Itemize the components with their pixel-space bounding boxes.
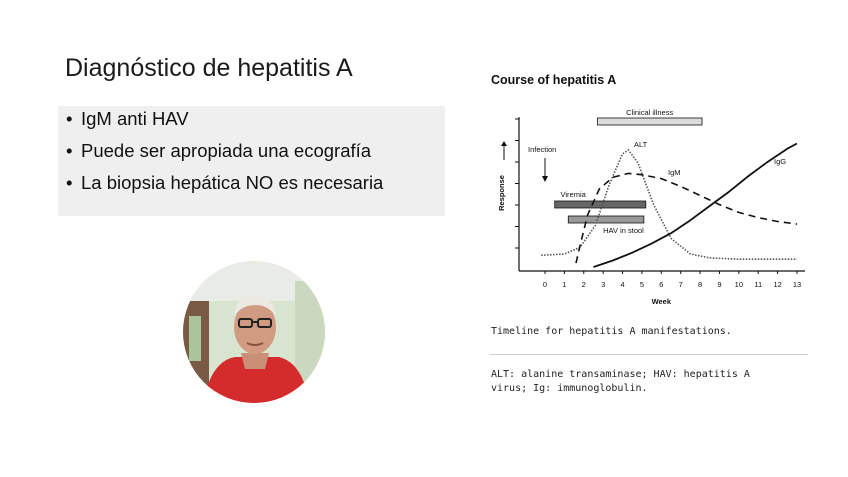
x-tick-label: 7 — [678, 280, 683, 289]
bullet-item — [66, 140, 371, 162]
series-label-igm: IgM — [668, 168, 681, 177]
series-label-alt: ALT — [634, 140, 648, 149]
bullet-dot: • — [66, 172, 73, 193]
x-tick-label: 3 — [601, 280, 606, 289]
figure-caption: Timeline for hepatitis A manifestations. — [491, 326, 732, 337]
caption-divider — [490, 354, 808, 355]
x-tick-label: 2 — [581, 280, 586, 289]
bullet-text: La biopsia hepática NO es necesaria — [81, 172, 384, 193]
infection-arrowhead — [542, 176, 548, 182]
bullet-text: IgM anti HAV — [81, 108, 189, 129]
annotation-clinical-illness: Clinical illness — [626, 108, 674, 117]
figure-abbreviations: ALT: alanine transaminase; HAV: hepatitis A virus; Ig: immunoglobulin. — [491, 369, 750, 394]
x-tick-label: 11 — [754, 280, 763, 289]
x-tick-label: 13 — [792, 280, 802, 289]
hepatitis-a-chart — [490, 92, 812, 310]
bullet-text: Puede ser apropiada una ecografía — [81, 140, 372, 161]
series-label-igg: IgG — [774, 157, 787, 166]
x-tick-label: 8 — [697, 280, 703, 289]
x-tick-label: 0 — [542, 280, 548, 289]
x-tick-label: 9 — [717, 280, 722, 289]
bullet-box — [58, 106, 445, 216]
x-tick-label: 1 — [562, 280, 567, 289]
bullet-dot: • — [66, 140, 73, 161]
interval-bar — [597, 118, 702, 125]
bullet-dot: • — [66, 108, 73, 129]
annotation-viremia: Viremia — [560, 190, 586, 199]
person-video-icon — [183, 261, 325, 403]
bullet-item — [66, 108, 189, 130]
figure-title: Course of hepatitis A — [491, 73, 617, 87]
annotation-infection: Infection — [528, 145, 557, 154]
annotation-hav-in-stool: HAV in stool — [603, 226, 644, 235]
interval-bar — [555, 201, 646, 208]
x-tick-label: 10 — [734, 280, 744, 289]
y-axis-arrowhead — [501, 141, 507, 146]
webcam-video — [183, 261, 325, 403]
slide-title: Diagnóstico de hepatitis A — [65, 54, 353, 82]
x-tick-label: 6 — [659, 280, 664, 289]
bullet-item — [66, 172, 383, 194]
x-tick-label: 4 — [620, 280, 625, 289]
x-axis-label: Week — [651, 297, 672, 306]
y-axis-label: Response — [497, 175, 506, 211]
interval-bar — [568, 216, 644, 223]
x-tick-label: 5 — [639, 280, 645, 289]
x-tick-label: 12 — [773, 280, 782, 289]
